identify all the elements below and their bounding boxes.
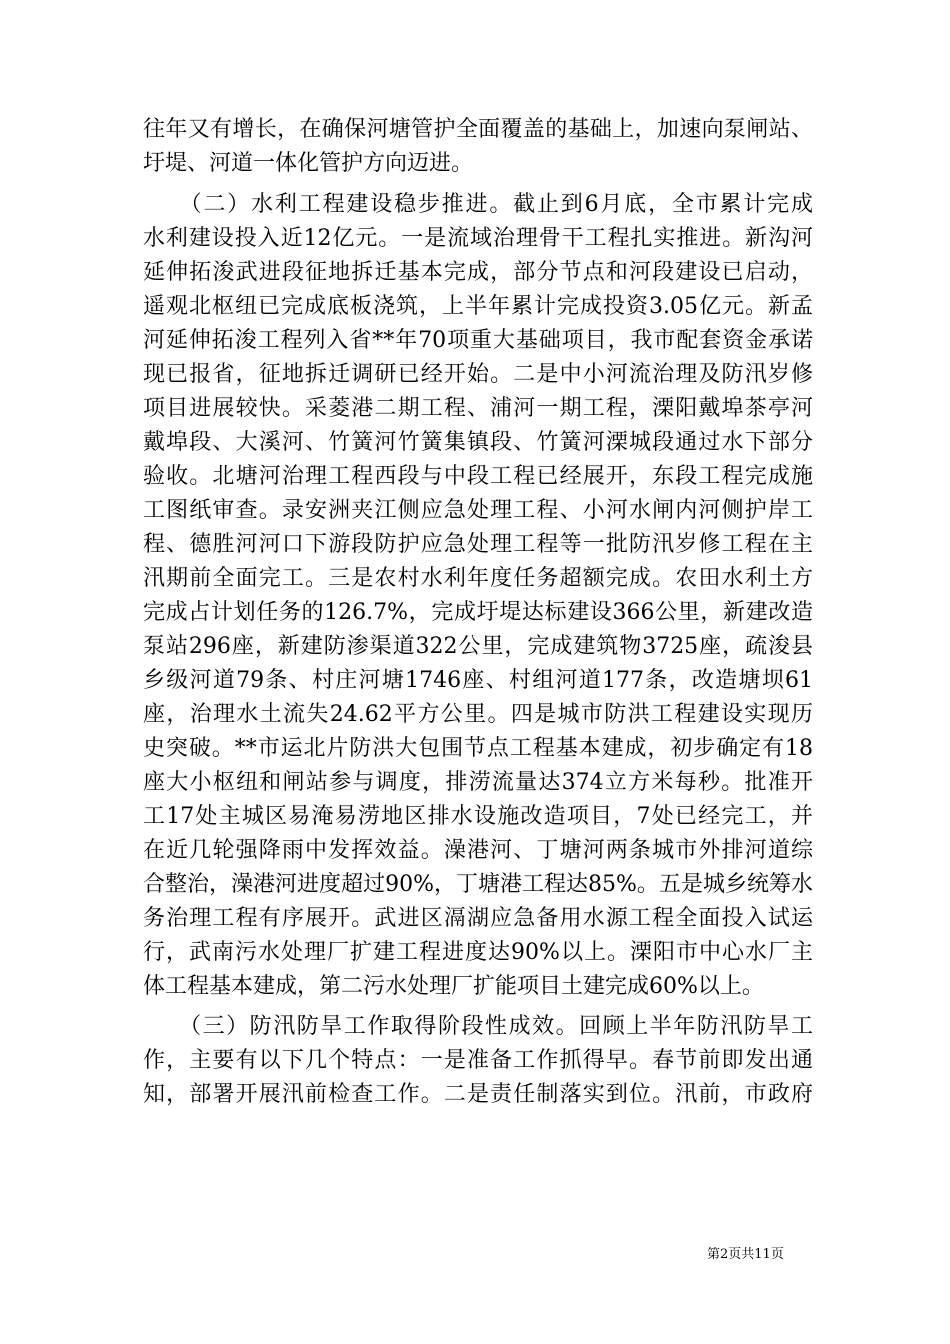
text-line: 座，治理水土流失24.62平方公里。四是城市防洪工程建设实现历 [143,702,813,727]
text-line: 现已报省，征地拆迁调研已经开始。二是中小河流治理及防汛岁修 [143,362,813,387]
text-line: 项目进展较快。采菱港二期工程、浦河一期工程，溧阳戴埠茶亭河 [143,396,813,421]
text-line: 合整治，澡港河进度超过90%，丁塘港工程达85%。五是城乡统筹水 [143,872,813,897]
text-line: （三）防汛防旱工作取得阶段性成效。回顾上半年防汛防旱工 [143,1014,813,1039]
text-line: 座大小枢纽和闸站参与调度，排涝流量达374立方米每秒。批准开 [143,770,813,795]
text-line: 验收。北塘河治理工程西段与中段工程已经展开，东段工程完成施 [143,464,813,489]
text-line: 圩堤、河道一体化管护方向迈进。 [143,151,474,176]
text-line: 河延伸拓浚工程列入省**年70项重大基础项目，我市配套资金承诺 [143,328,813,353]
text-line: 戴埠段、大溪河、竹簧河竹簧集镇段、竹簧河溧城段通过水下部分 [143,430,813,455]
text-line: 行，武南污水处理厂扩建工程进度达90%以上。溧阳市中心水厂主 [143,940,813,965]
text-line: 泵站296座，新建防渗渠道322公里，完成建筑物3725座，疏浚县 [143,634,813,659]
text-line: 体工程基本建成，第二污水处理厂扩能项目土建完成60%以上。 [143,974,764,999]
text-line: （二）水利工程建设稳步推进。截止到6月底，全市累计完成 [143,192,813,217]
text-line: 程、德胜河河口下游段防护应急处理工程等一批防汛岁修工程在主 [143,532,813,557]
text-line: 乡级河道79条、村庄河塘1746座、村组河道177条，改造塘坝61 [143,668,813,693]
text-line: 史突破。**市运北片防洪大包围节点工程基本建成，初步确定有18 [143,736,813,761]
text-line: 工图纸审查。录安洲夹江侧应急处理工程、小河水闸内河侧护岸工 [143,498,813,523]
text-line: 务治理工程有序展开。武进区滆湖应急备用水源工程全面投入试运 [143,906,813,931]
text-line: 往年又有增长，在确保河塘管护全面覆盖的基础上，加速向泵闸站、 [143,117,813,142]
text-line: 作，主要有以下几个特点：一是准备工作抓得早。春节前即发出通 [143,1048,813,1073]
page-number: 第2页共11页 [707,1247,784,1262]
text-line: 工17处主城区易淹易涝地区排水设施改造项目，7处已经完工，并 [143,804,813,829]
text-line: 延伸拓浚武进段征地拆迁基本完成，部分节点和河段建设已启动， [143,260,813,285]
text-line: 知，部署开展汛前检查工作。二是责任制落实到位。汛前，市政府 [143,1082,813,1107]
text-line: 水利建设投入近12亿元。一是流域治理骨干工程扎实推进。新沟河 [143,226,813,251]
text-line: 在近几轮强降雨中发挥效益。澡港河、丁塘河两条城市外排河道综 [143,838,813,863]
text-line: 完成占计划任务的126.7%，完成圩堤达标建设366公里，新建改造 [143,600,813,625]
text-line: 遥观北枢纽已完成底板浇筑，上半年累计完成投资3.05亿元。新孟 [143,294,813,319]
text-line: 汛期前全面完工。三是农村水利年度任务超额完成。农田水利土方 [143,566,813,591]
